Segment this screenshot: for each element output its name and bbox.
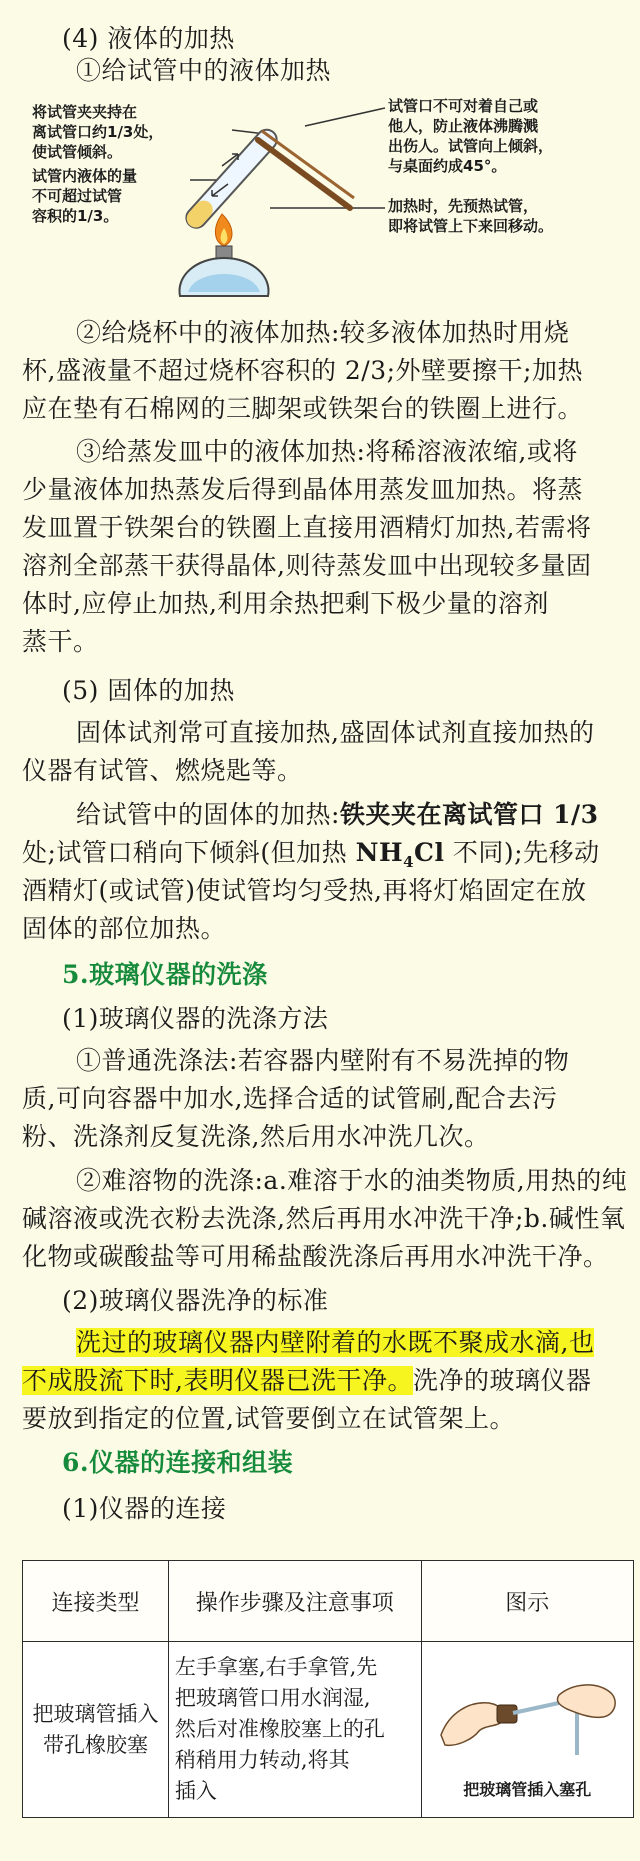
- paragraph-evaporating-dish-line: 少量液体加热蒸发后得到晶体用蒸发皿加热。将蒸: [22, 475, 584, 504]
- paragraph-evaporating-dish-line: ③给蒸发皿中的液体加热:将稀溶液浓缩,或将: [76, 437, 578, 466]
- column-header-type: 连接类型: [23, 1561, 169, 1642]
- highlighted-clean-standard: 不成股流下时,表明仪器已洗干净。洗净的玻璃仪器: [22, 1366, 592, 1395]
- callout-tube-mouth: 试管口不可对着自己或 他人，防止液体沸腾溅 出伤人。试管向上倾斜， 与桌面约成45°。: [388, 97, 554, 175]
- table-header-row: [23, 1561, 634, 1642]
- paragraph-solid-test-tube-line: 固体的部位加热。: [22, 914, 227, 943]
- cell-connection-type: 把玻璃管插入 带孔橡胶塞: [23, 1642, 169, 1818]
- highlighted-clean-standard: 洗过的玻璃仪器内壁附着的水既不聚成水滴,也: [76, 1328, 595, 1357]
- test-tube-holder-arm: [262, 131, 354, 198]
- subheading-clean-standard: (2)玻璃仪器洗净的标准: [62, 1286, 329, 1315]
- paragraph-beaker-line: ②给烧杯中的液体加热:较多液体加热时用烧: [76, 318, 570, 347]
- test-tube: [182, 126, 281, 232]
- test-tube-holder: [258, 140, 350, 208]
- left-hand-icon: [441, 1702, 504, 1745]
- figure-caption: 把玻璃管插入塞孔: [463, 1779, 592, 1799]
- column-header-figure: 图示: [421, 1561, 633, 1642]
- section-heading-liquid-heating: (4) 液体的加热: [62, 24, 235, 53]
- section-heading-glassware-washing: 5.玻璃仪器的洗涤: [62, 960, 268, 989]
- column-header-steps: 操作步骤及注意事项: [168, 1561, 421, 1642]
- paragraph-evaporating-dish-line: 蒸干。: [22, 627, 99, 656]
- formula-nh4cl: $NH_4Cl$: [355, 838, 445, 871]
- paragraph-solid-line: 固体试剂常可直接加热,盛固体试剂直接加热的: [76, 718, 595, 747]
- paragraph-solid-line: 仪器有试管、燃烧匙等。: [22, 756, 303, 785]
- cell-figure: [421, 1642, 633, 1818]
- paragraph-evaporating-dish-line: 溶剂全部蒸干获得晶体,则待蒸发皿中出现较多量固: [22, 551, 592, 580]
- subheading-instrument-connection: (1)仪器的连接: [62, 1494, 227, 1523]
- section-heading-solid-heating: (5) 固体的加热: [62, 676, 235, 705]
- right-hand-icon: [558, 1684, 616, 1716]
- table-row: [23, 1642, 634, 1818]
- connection-table: [22, 1560, 634, 1818]
- subheading-test-tube-liquid: ①给试管中的液体加热: [76, 56, 332, 85]
- paragraph-insoluble-washing-line: 碱溶液或洗衣粉去洗涤,然后再用水冲洗干净;b.碱性氧: [22, 1204, 626, 1233]
- paragraph-beaker-line: 杯,盛液量不超过烧杯容积的 2/3;外壁要擦干;加热: [22, 356, 583, 385]
- paragraph-storage: 要放到指定的位置,试管要倒立在试管架上。: [22, 1404, 515, 1433]
- paragraph-solid-test-tube-line: 处;试管口稍向下倾斜(但加热 $NH_4Cl$ 不同);先移动: [22, 838, 600, 871]
- paragraph-insoluble-washing-line: 化物或碳酸盐等可用稀盐酸洗涤后再用水冲洗干净。: [22, 1242, 609, 1271]
- cell-steps: 左手拿塞,右手拿管,先 把玻璃管口用水润湿, 然后对准橡胶塞上的孔 稍稍用力转动,将其 插入: [168, 1642, 421, 1818]
- test-tube-heating-diagram: [0, 96, 640, 304]
- paragraph-evaporating-dish-line: 发皿置于铁架台的铁圈上直接用酒精灯加热,若需将: [22, 513, 592, 542]
- callout-liquid-volume: 试管内液体的量 不可超过试管 容积的1/3。: [32, 167, 138, 225]
- callout-preheat: 加热时，先预热试管， 即将试管上下来回移动。: [388, 197, 554, 235]
- insert-glass-tube-illustration: [427, 1655, 627, 1765]
- leader-line: [305, 108, 385, 126]
- lamp-wick-holder: [216, 246, 232, 258]
- section-heading-instrument-assembly: 6.仪器的连接和组装: [62, 1448, 294, 1477]
- paragraph-evaporating-dish-line: 体时,应停止加热,利用余热把剩下极少量的溶剂: [22, 589, 549, 618]
- callout-holder-position: 将试管夹夹持在 离试管口约1/3处， 使试管倾斜。: [32, 103, 164, 161]
- subheading-washing-methods: (1)玻璃仪器的洗涤方法: [62, 1004, 329, 1033]
- paragraph-normal-washing-line: 粉、洗涤剂反复洗涤,然后用水冲洗几次。: [22, 1122, 490, 1151]
- paragraph-normal-washing-line: 质,可向容器中加水,选择合适的试管刷,配合去污: [22, 1084, 558, 1113]
- paragraph-solid-test-tube-line: 酒精灯(或试管)使试管均匀受热,再将灯焰固定在放: [22, 876, 587, 905]
- paragraph-insoluble-washing-line: ②难溶物的洗涤:a.难溶于水的油类物质,用热的纯: [76, 1166, 628, 1195]
- paragraph-beaker-line: 应在垫有石棉网的三脚架或铁架台的铁圈上进行。: [22, 394, 584, 423]
- paragraph-solid-test-tube-line: 给试管中的固体的加热:铁夹夹在离试管口 1/3: [76, 800, 599, 829]
- paragraph-normal-washing-line: ①普通洗涤法:若容器内壁附有不易洗掉的物: [76, 1046, 570, 1075]
